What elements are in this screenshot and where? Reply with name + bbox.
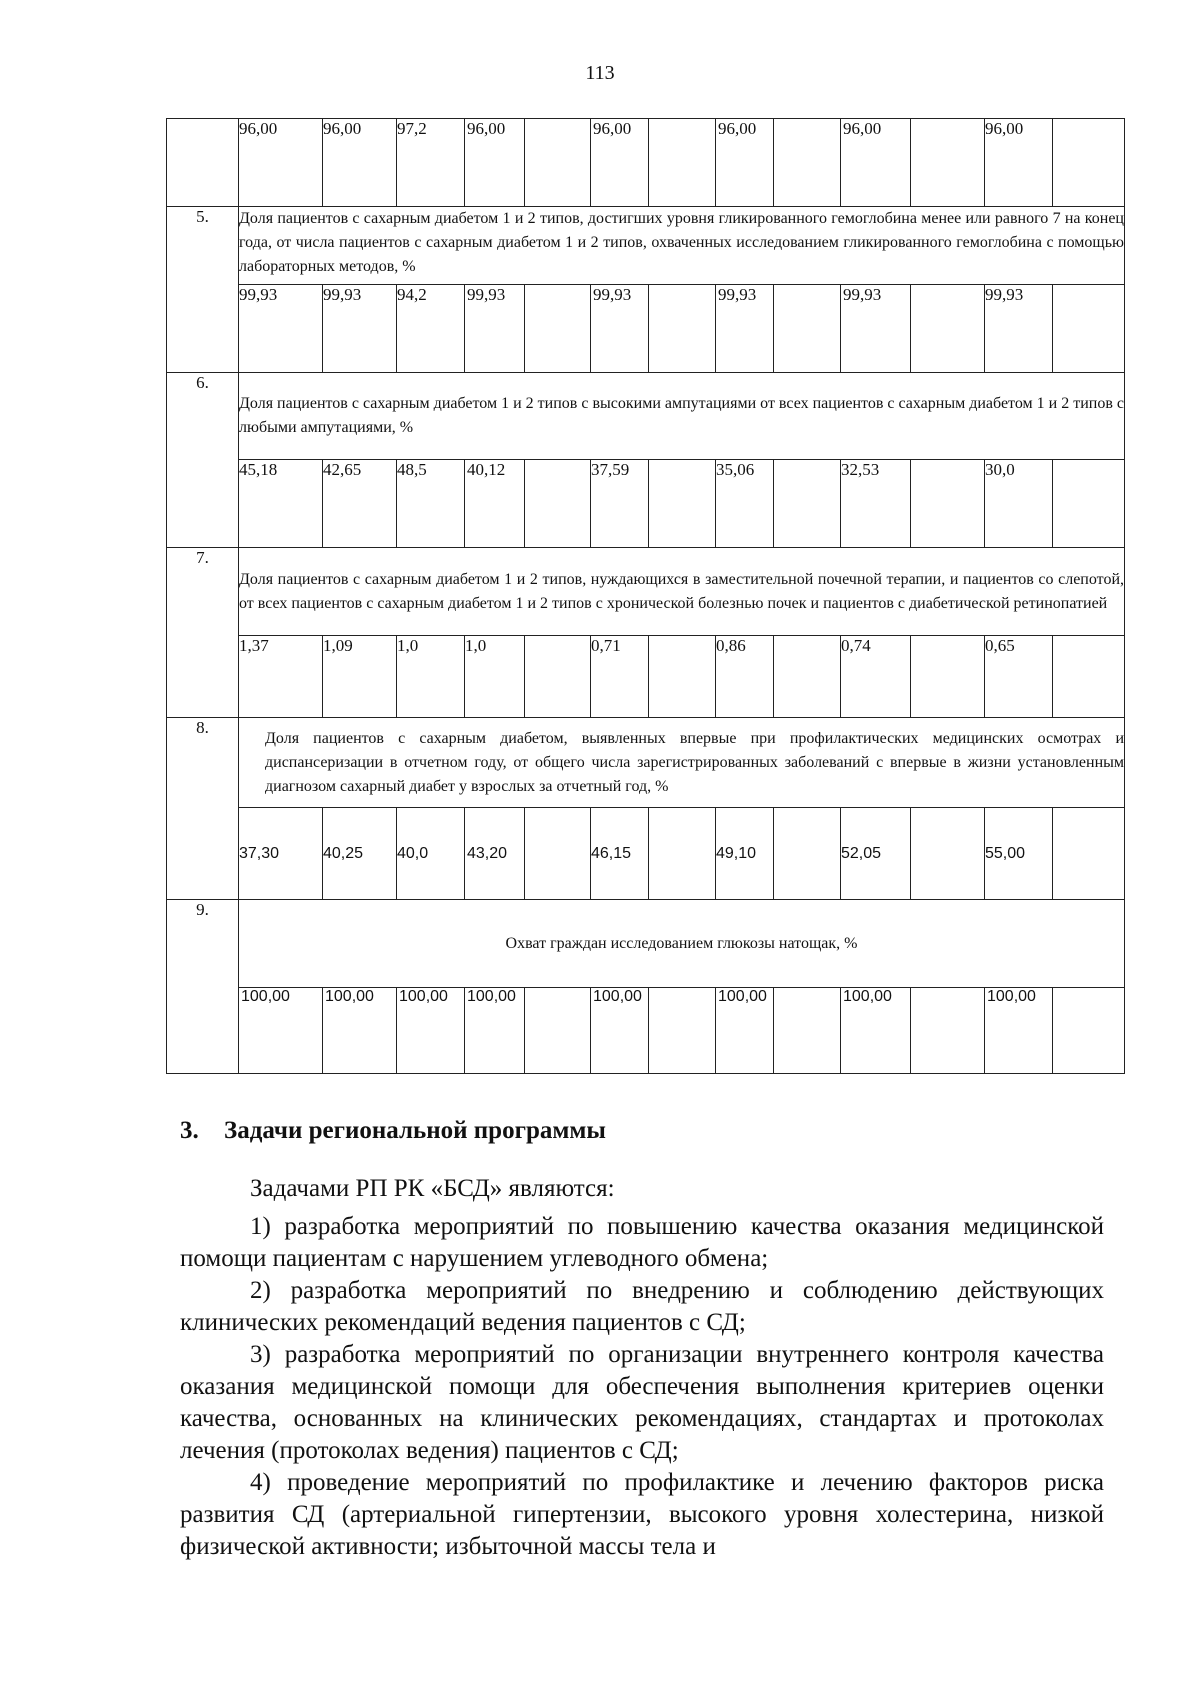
- value-cell: 100,00: [239, 988, 323, 1074]
- value-cell: 100,00: [591, 988, 649, 1074]
- value-cell: 0,74: [841, 636, 911, 718]
- table-row: [167, 460, 1125, 548]
- value-cell: 100,00: [985, 988, 1053, 1074]
- table-row: [167, 808, 1125, 900]
- task-item: 1) разработка мероприятий по повышению качества оказания медицинской помощи пациентам с нарушением углеводного обмена;: [180, 1213, 1104, 1272]
- indicator-description: Доля пациентов с сахарным диабетом 1 и 2 типов, достигших уровня гликированного гемоглобина менее или равного 7 на конец года, от числа пациентов с сахарным диабетом 1 и 2 типов, охваченных исследованием гликированного гемоглобина с помощью лабораторных методов, %: [239, 207, 1125, 285]
- value-cell: 96,00: [841, 119, 911, 207]
- section-title: Задачи региональной программы: [224, 1117, 606, 1144]
- table-row: [167, 373, 1125, 460]
- table-row: [167, 988, 1125, 1074]
- value-cell: 94,2: [397, 285, 465, 373]
- value-cell: 96,00: [465, 119, 525, 207]
- task-item: 4) проведение мероприятий по профилактике и лечению факторов риска развития СД (артериальной гипертензии, высокого уровня холестерина, низкой физической активности; избыточной массы тела и: [180, 1469, 1104, 1560]
- value-cell: 96,00: [239, 119, 323, 207]
- table-row: [167, 636, 1125, 718]
- value-cell: 96,00: [716, 119, 774, 207]
- value-cell: 32,53: [841, 460, 911, 548]
- section-intro: Задачами РП РК «БСД» являются:: [250, 1175, 615, 1202]
- row-number-cell: 9.: [167, 900, 239, 1074]
- row-number-cell: 5.: [167, 207, 239, 373]
- table-row: [167, 285, 1125, 373]
- table-row: [167, 548, 1125, 636]
- task-item: 2) разработка мероприятий по внедрению и соблюдению действующих клинических рекомендаций ведения пациентов с СД;: [180, 1277, 1104, 1336]
- value-cell: 0,86: [716, 636, 774, 718]
- page-number: 113: [585, 62, 615, 84]
- value-cell: 100,00: [716, 988, 774, 1074]
- table-row: [167, 718, 1125, 808]
- value-cell: 0,71: [591, 636, 649, 718]
- indicators-table: [166, 118, 1125, 1074]
- value-cell: 99,93: [591, 285, 649, 373]
- value-cell: 40,12: [465, 460, 525, 548]
- value-cell: 45,18: [239, 460, 323, 548]
- value-cell: 100,00: [465, 988, 525, 1074]
- value-cell: 100,00: [323, 988, 397, 1074]
- indicator-description: Доля пациентов с сахарным диабетом 1 и 2 типов с высокими ампутациями от всех пациентов с сахарным диабетом 1 и 2 типов с любыми ампутациями, %: [239, 373, 1125, 460]
- value-cell: 43,20: [465, 808, 525, 900]
- value-cell: 96,00: [591, 119, 649, 207]
- value-cell: 99,93: [985, 285, 1053, 373]
- value-cell: 96,00: [985, 119, 1053, 207]
- value-cell: 99,93: [239, 285, 323, 373]
- row-number-cell: [167, 119, 239, 207]
- value-cell: 1,37: [239, 636, 323, 718]
- value-cell: 99,93: [465, 285, 525, 373]
- section-number: 3.: [180, 1117, 199, 1144]
- value-cell: 48,5: [397, 460, 465, 548]
- value-cell: 100,00: [397, 988, 465, 1074]
- value-cell: 40,0: [397, 808, 465, 900]
- value-cell: 99,93: [323, 285, 397, 373]
- value-cell: 97,2: [397, 119, 465, 207]
- value-cell: 100,00: [841, 988, 911, 1074]
- value-cell: 40,25: [323, 808, 397, 900]
- value-cell: 46,15: [591, 808, 649, 900]
- value-cell: 0,65: [985, 636, 1053, 718]
- value-cell: 99,93: [716, 285, 774, 373]
- task-item: 3) разработка мероприятий по организации внутреннего контроля качества оказания медицинской помощи для обеспечения выполнения критериев оценки качества, основанных на клинических рекомендациях, стандартах и протоколах лечения (протоколах ведения) пациентов с СД;: [180, 1341, 1104, 1464]
- value-cell: 30,0: [985, 460, 1053, 548]
- indicator-description: Охват граждан исследованием глюкозы натощак, %: [239, 900, 1125, 988]
- value-cell: 1,09: [323, 636, 397, 718]
- value-cell: 49,10: [716, 808, 774, 900]
- table-row: [167, 900, 1125, 988]
- value-cell: 96,00: [323, 119, 397, 207]
- value-cell: 52,05: [841, 808, 911, 900]
- value-cell: 37,30: [239, 808, 323, 900]
- row-number-cell: 8.: [167, 718, 239, 900]
- section-heading: [180, 1115, 1104, 1147]
- table-row: [167, 207, 1125, 285]
- value-cell: 1,0: [465, 636, 525, 718]
- value-cell: 1,0: [397, 636, 465, 718]
- value-cell: 42,65: [323, 460, 397, 548]
- value-cell: 35,06: [716, 460, 774, 548]
- row-number-cell: 7.: [167, 548, 239, 718]
- value-cell: 55,00: [985, 808, 1053, 900]
- row-number-cell: 6.: [167, 373, 239, 548]
- tasks-section: [180, 1115, 1104, 1563]
- value-cell: 37,59: [591, 460, 649, 548]
- value-cell: 99,93: [841, 285, 911, 373]
- indicator-description: Доля пациентов с сахарным диабетом 1 и 2 типов, нуждающихся в заместительной почечной терапии, и пациентов со слепотой, от всех пациентов с сахарным диабетом 1 и 2 типов с хронической болезнью почек и пациентов с диабетической ретинопатией: [239, 548, 1125, 636]
- table-row: [167, 119, 1125, 207]
- indicator-description: Доля пациентов с сахарным диабетом, выявленных впервые при профилактических медицинских осмотрах и диспансеризации в отчетном году, от общего числа зарегистрированных заболеваний с впервые в жизни установленным диагнозом сахарный диабет у взрослых за отчетный год, %: [239, 718, 1125, 808]
